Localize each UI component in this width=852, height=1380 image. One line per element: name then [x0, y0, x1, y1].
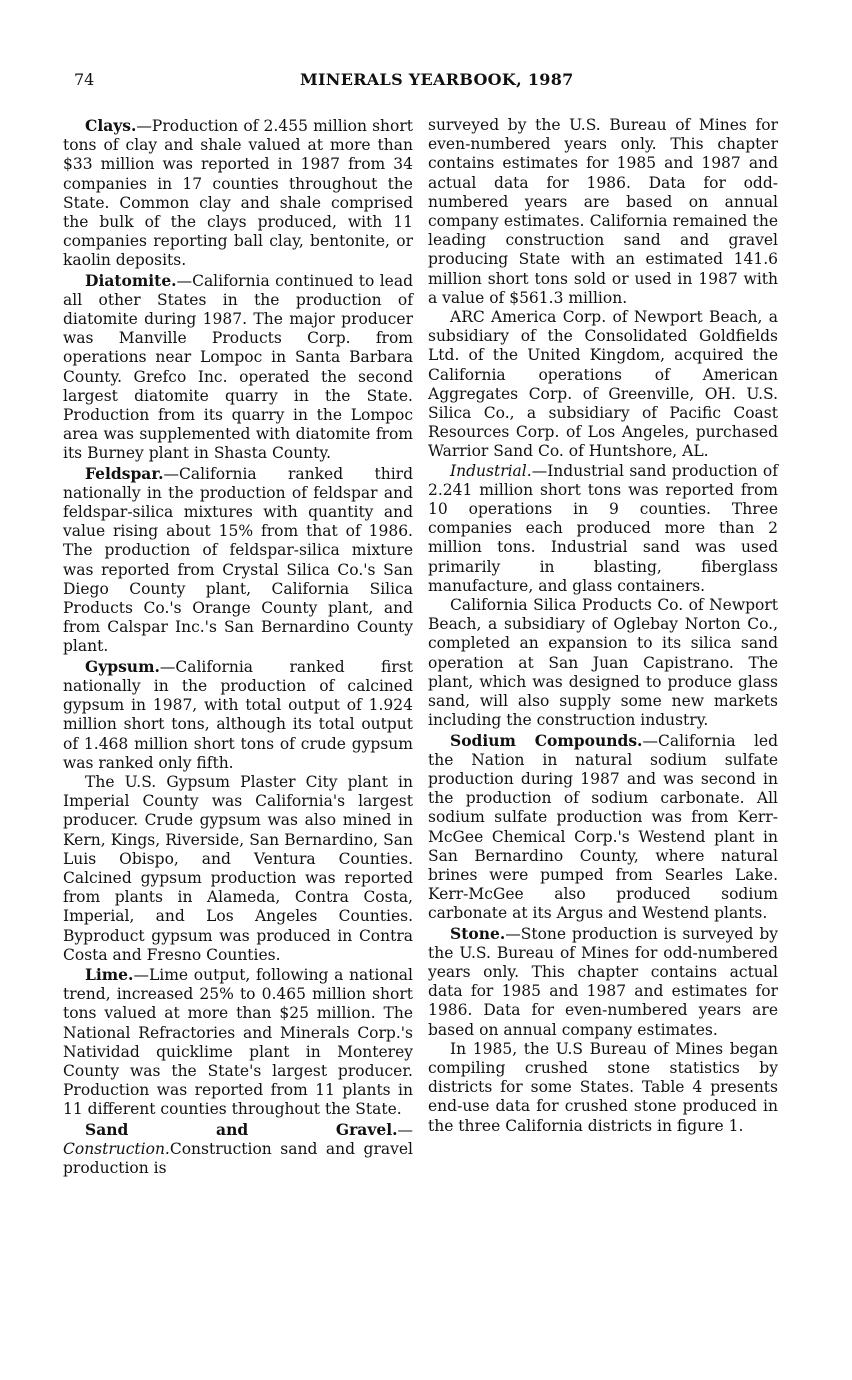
heading-diatomite: Diatomite.	[85, 270, 177, 290]
paragraph-california-silica: California Silica Products Co. of Newport Beach, a subsidiary of Oglebay Norton Co., completed an expansion to its silica sand operation at San Juan Capistrano. The plant, which was designed to produce glass sand, will also supply some new markets including the construction industry.	[428, 596, 778, 730]
subheading-industrial: Industrial.	[450, 461, 532, 480]
heading-stone: Stone.	[450, 923, 506, 943]
paragraph-sodium: Sodium Compounds.—California led the Nation in natural sodium sulfate production during 1987 and was second in the production of sodium carbonate. All sodium sulfate production was from Kerr-McGee Chemical Corp.'s Westend plant in San Bernardino County, where natural brines were pumped from Searles Lake. Kerr-McGee also produced sodium carbonate at its Argus and Westend plants.	[428, 730, 779, 923]
heading-clays: Clays.	[85, 116, 137, 135]
right-column	[428, 116, 778, 1136]
paragraph-gypsum-plants: The U.S. Gypsum Plaster City plant in Imperial County was California's largest producer. Crude gypsum was also mined in Kern, Kings, Riverside, San Bernardino, San Luis Obispo, and Ventura Counties. Calcined gypsum production was reported from plants in Alameda, Contra Costa, Imperial, and Los Angeles Counties. Byproduct gypsum was produced in Contra Costa and Fresno Counties.	[63, 772, 413, 964]
left-column	[63, 116, 413, 1178]
paragraph-stone: Stone.—Stone production is surveyed by the U.S. Bureau of Mines for odd-numbered years only. This chapter contains actual data for 1985 and 1987 and estimates for 1986. Data for even-numbered years are based on annual company estimates.	[428, 923, 778, 1039]
heading-lime: Lime.	[85, 964, 134, 984]
paragraph-crushed-stone: In 1985, the U.S Bureau of Mines began compiling crushed stone statistics by districts for some States. Table 4 presents end-use data for crushed stone produced in the three California districts in figure 1.	[428, 1039, 778, 1135]
paragraph-arc-america: ARC America Corp. of Newport Beach, a subsidiary of the Consolidated Goldfields Ltd. of the United Kingdom, acquired the California operations of American Aggregates Corp. of Greenville, OH. U.S. Silica Co., a subsidiary of Pacific Coast Resources Corp. of Los Angeles, purchased Warrior Sand Co. of Huntshore, AL.	[428, 308, 778, 461]
paragraph-industrial: Industrial.—Industrial sand production of 2.241 million short tons was reported from 10 operations in 9 counties. Three companies each produced more than 2 million tons. Industrial sand was used primarily in blasting, fiberglass manufacture, and glass containers.	[428, 461, 778, 595]
paragraph-lime: Lime.—Lime output, following a national trend, increased 25% to 0.465 million short tons valued at more than $25 million. The National Refractories and Minerals Corp.'s Natividad quicklime plant in Monterey County was the State's largest producer. Production was reported from 11 plants in 11 different counties throughout the State.	[63, 964, 413, 1119]
page-number: 74	[74, 70, 95, 89]
paragraph-diatomite: Diatomite.—California continued to lead all other States in the production of diatomite during 1987. The major producer was Manville Products Corp. from operations near Lompoc in Santa Barbara County. Grefco Inc. operated the second largest diatomite quarry in the State. Production from its quarry in the Lompoc area was supplemented with diatomite from its Burney plant in Shasta County.	[63, 270, 413, 463]
paragraph-gypsum: Gypsum.—California ranked first nationally in the production of calcined gypsum in 1987, with total output of 1.924 million short tons, although its total output of 1.468 million short tons of crude gypsum was ranked only fifth.	[63, 656, 413, 772]
subheading-construction: —Construction.	[63, 1120, 413, 1158]
heading-sodium: Sodium Compounds.	[450, 730, 643, 750]
paragraph-clays: Clays.—Production of 2.455 million short tons of clay and shale valued at more than $33 million was reported in 1987 from 34 companies in 17 counties throughout the State. Common clay and shale comprised the bulk of the clays produced, with 11 companies reporting ball clay, bentonite, or kaolin deposits.	[63, 116, 413, 270]
paragraph-sand-gravel: Sand and Gravel.—Construction.Construction sand and gravel production is	[63, 1119, 413, 1177]
paragraph-feldspar: Feldspar.—California ranked third nationally in the production of feldspar and feldspar-silica mixtures with quantity and value rising about 15% from that of 1986. The production of feldspar-silica mixture was reported from Crystal Silica Co.'s San Diego County plant, California Silica Products Co.'s Orange County plant, and from Calspar Inc.'s San Bernardino County plant.	[63, 463, 413, 656]
heading-sand-gravel: Sand and Gravel.	[85, 1119, 398, 1139]
running-title: MINERALS YEARBOOK, 1987	[300, 70, 574, 89]
heading-gypsum: Gypsum.	[85, 656, 160, 676]
heading-feldspar: Feldspar.	[85, 463, 164, 483]
paragraph-sand-gravel-cont: surveyed by the U.S. Bureau of Mines for even-numbered years only. This chapter contains estimates for 1985 and 1987 and actual data for 1986. Data for odd-numbered years are based on annual company estimates. California remained the leading construction sand and gravel producing State with an estimated 141.6 million short tons sold or used in 1987 with a value of $561.3 million.	[428, 116, 778, 307]
